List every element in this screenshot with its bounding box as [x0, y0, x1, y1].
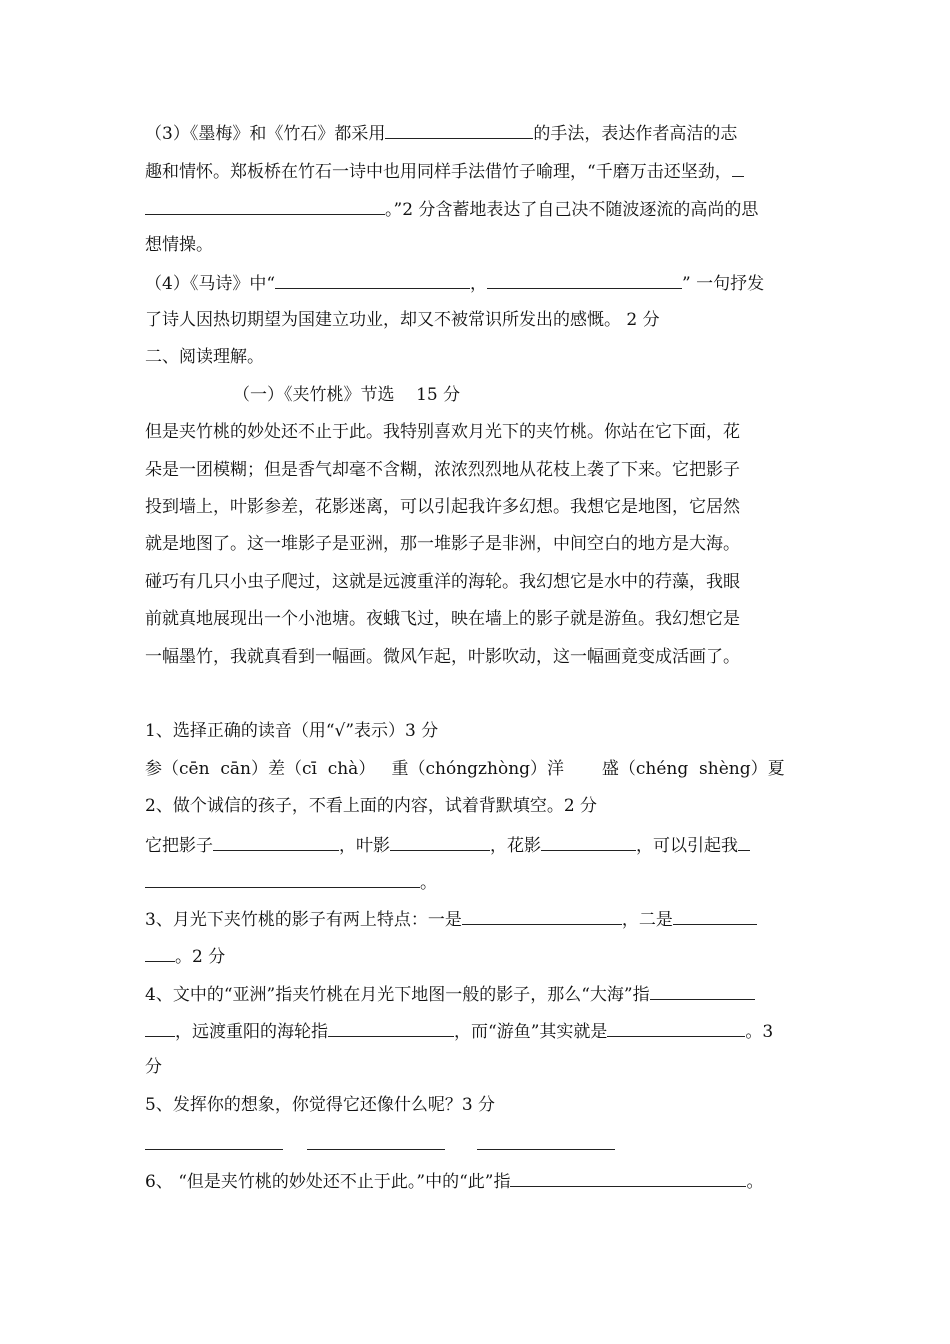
question-4-score: 分 [145, 1057, 162, 1077]
answer-blank[interactable] [477, 1131, 615, 1150]
passage-line: 一幅墨竹，我就真看到一幅画。微风乍起，叶影吹动，这一幅画竟变成活画了。 [145, 647, 740, 667]
blank[interactable] [607, 1018, 745, 1037]
question-5: 5、发挥你的想象，你觉得它还像什么呢？3 分 [145, 1095, 496, 1115]
blank[interactable] [145, 196, 385, 215]
question-3-cont: 。2 分 [145, 943, 815, 969]
passage-title: （一）《夹竹桃》节选 15 分 [233, 385, 461, 405]
question-2-fill: 它把影子 ，叶影 ，花影 ，可以引起我 [145, 832, 815, 858]
blank[interactable] [510, 1168, 746, 1187]
blank[interactable] [213, 832, 339, 851]
blank[interactable] [275, 270, 470, 289]
blank[interactable] [541, 832, 636, 851]
q3-line2: 趣和情怀。郑板桥在竹石一诗中也用同样手法借竹子喻理，“千磨万击还坚劲， [145, 158, 815, 184]
blank[interactable] [145, 869, 420, 888]
passage-line: 前就真地展现出一个小池塘。夜蛾飞过，映在墙上的影子就是游鱼。我幻想它是 [145, 609, 740, 629]
answer-blank[interactable] [145, 1131, 283, 1150]
blank[interactable] [650, 981, 755, 1000]
question-2: 2、做个诚信的孩子，不看上面的内容，试着背默填空。2 分 [145, 796, 598, 816]
q3-line3: 。”2 分含蓄地表达了自己决不随波逐流的高尚的思 [145, 196, 815, 222]
question-5-answers [145, 1131, 815, 1157]
passage-line: 朵是一团模糊；但是香气却毫不含糊，浓浓烈烈地从花枝上袭了下来。它把影子 [145, 460, 740, 480]
question-6: 6、 “但是夹竹桃的妙处还不止于此。”中的“此”指 。 [145, 1168, 815, 1194]
q3-line4: 想情操。 [145, 235, 213, 255]
passage-line: 但是夹竹桃的妙处还不止于此。我特别喜欢月光下的夹竹桃。你站在它下面，花 [145, 422, 740, 442]
question-1: 1、选择正确的读音（用“√”表示）3 分 [145, 721, 439, 741]
question-1-options[interactable]: 参（cēn cān）差（cī chà） 重（chóngzhòng）洋 盛（chéng shèng）夏 [145, 759, 785, 779]
blank[interactable] [145, 943, 175, 962]
section-heading: 二、阅读理解。 [145, 347, 264, 367]
question-4-cont: ，远渡重阳的海轮指 ，而“游鱼”其实就是 。3 [145, 1018, 815, 1044]
question-3: 3、月光下夹竹桃的影子有两上特点：一是 ，二是 [145, 906, 815, 932]
q3-line1: （3）《墨梅》和《竹石》都采用 的手法，表达作者高洁的志 [145, 120, 815, 146]
blank[interactable] [732, 158, 744, 177]
passage-line: 投到墙上，叶影参差，花影迷离，可以引起我许多幻想。我想它是地图，它居然 [145, 497, 740, 517]
answer-blank[interactable] [307, 1131, 445, 1150]
question-2-fill-cont: 。 [145, 869, 815, 895]
blank[interactable] [385, 120, 533, 139]
blank[interactable] [738, 832, 750, 851]
q4-line1: （4）《马诗》中“ ， ” 一句抒发 [145, 270, 815, 296]
blank[interactable] [390, 832, 490, 851]
blank[interactable] [462, 906, 622, 925]
blank[interactable] [487, 270, 682, 289]
passage-line: 碰巧有几只小虫子爬过，这就是远渡重洋的海轮。我幻想它是水中的荇藻，我眼 [145, 572, 740, 592]
blank[interactable] [328, 1018, 454, 1037]
question-4: 4、文中的“亚洲”指夹竹桃在月光下地图一般的影子，那么“大海”指 [145, 981, 815, 1007]
passage-line: 就是地图了。这一堆影子是亚洲，那一堆影子是非洲，中间空白的地方是大海。 [145, 534, 740, 554]
blank[interactable] [673, 906, 757, 925]
blank[interactable] [145, 1018, 175, 1037]
q4-line2: 了诗人因热切期望为国建立功业，却又不被常识所发出的感慨。 2 分 [145, 310, 660, 330]
